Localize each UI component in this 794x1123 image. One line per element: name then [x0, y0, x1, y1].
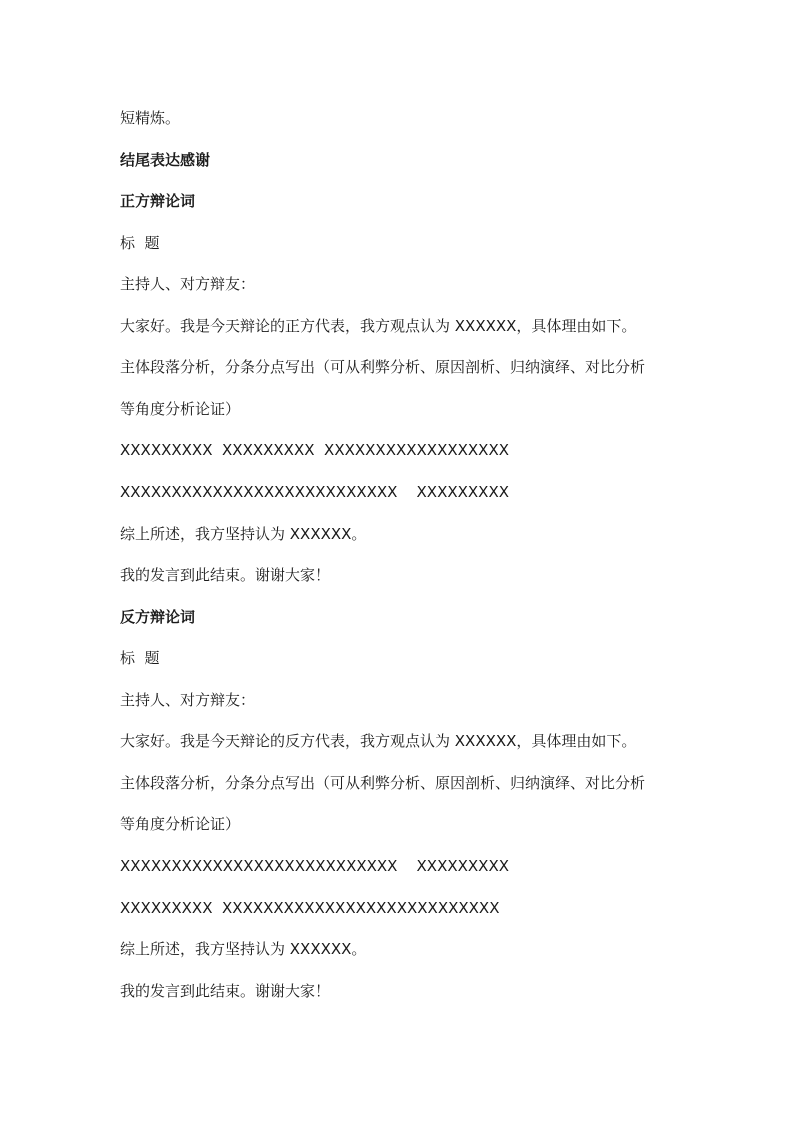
- text-line: 主体段落分析，分条分点写出（可从利弊分析、原因剖析、归纳演绎、对比分析: [120, 774, 646, 792]
- text-line: 我的发言到此结束。谢谢大家！: [120, 566, 331, 584]
- section-heading: 反方辩论词: [120, 608, 196, 626]
- text-line: 等角度分析论证）: [120, 815, 241, 833]
- text-line: XXXXXXXXX XXXXXXXXX XXXXXXXXXXXXXXXXXX: [120, 441, 510, 459]
- text-line: XXXXXXXXX XXXXXXXXXXXXXXXXXXXXXXXXXXX: [120, 899, 500, 917]
- text-line: XXXXXXXXXXXXXXXXXXXXXXXXXXX XXXXXXXXX: [120, 857, 510, 875]
- section-heading: 正方辩论词: [120, 192, 196, 210]
- text-line: 等角度分析论证）: [120, 400, 241, 418]
- text-line: XXXXXXXXXXXXXXXXXXXXXXXXXXX XXXXXXXXX: [120, 483, 510, 501]
- text-line: 综上所述，我方坚持认为 XXXXXX。: [120, 525, 367, 543]
- text-line: 我的发言到此结束。谢谢大家！: [120, 982, 331, 1000]
- text-line: 标 题: [120, 649, 160, 667]
- section-heading: 结尾表达感谢: [120, 151, 211, 169]
- text-line: 综上所述，我方坚持认为 XXXXXX。: [120, 940, 367, 958]
- text-line: 主体段落分析，分条分点写出（可从利弊分析、原因剖析、归纳演绎、对比分析: [120, 358, 646, 376]
- text-line: 短精炼。: [120, 109, 181, 127]
- text-line: 主持人、对方辩友：: [120, 275, 256, 293]
- text-line: 大家好。我是今天辩论的正方代表，我方观点认为 XXXXXX，具体理由如下。: [120, 317, 637, 335]
- text-line: 大家好。我是今天辩论的反方代表，我方观点认为 XXXXXX，具体理由如下。: [120, 732, 637, 750]
- text-line: 主持人、对方辩友：: [120, 691, 256, 709]
- text-line: 标 题: [120, 234, 160, 252]
